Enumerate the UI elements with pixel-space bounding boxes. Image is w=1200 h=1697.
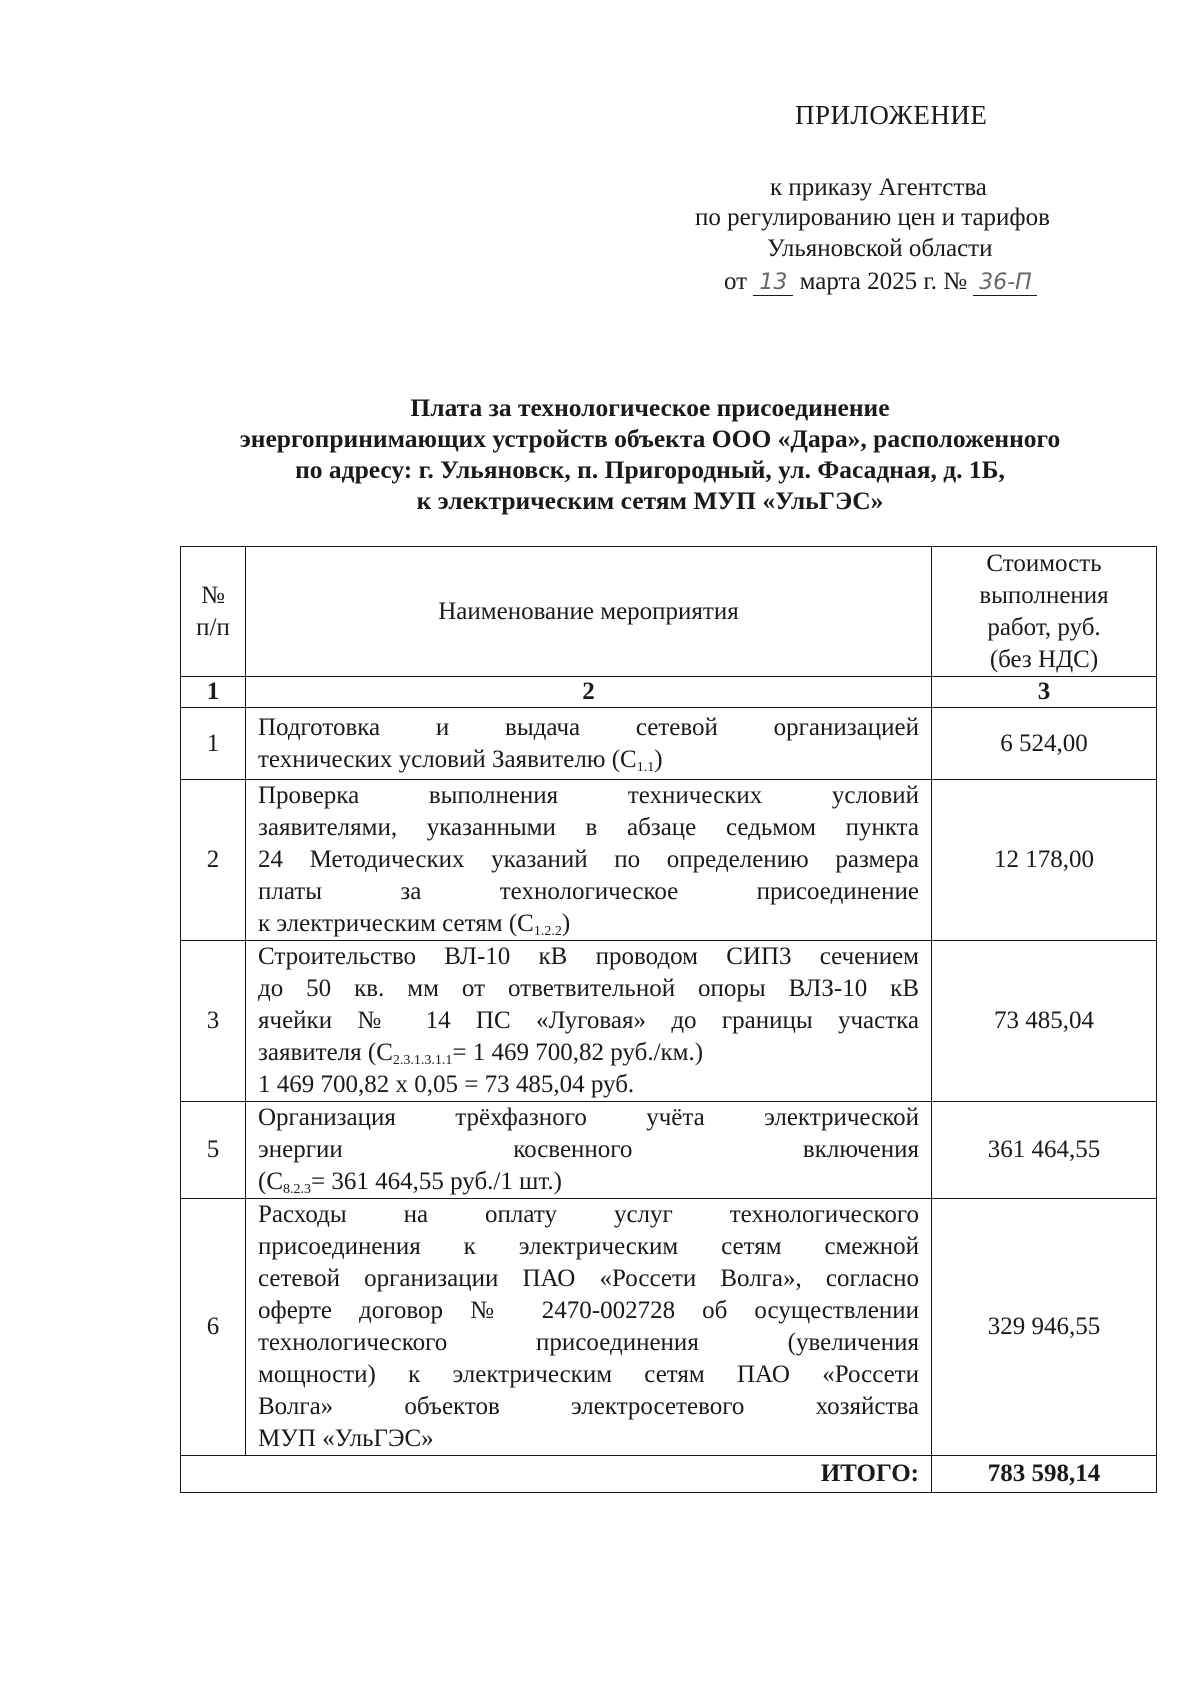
header-cost-line-3: работ, руб. xyxy=(987,613,1101,641)
description-line: заявителями, указанными в абзаце седьмом пункта xyxy=(258,814,919,841)
description-line: Организация трёхфазного учёта электрической xyxy=(258,1104,919,1131)
row-description xyxy=(246,941,932,1102)
row-number: 6 xyxy=(181,1199,246,1456)
description-line: технологического присоединения (увеличения xyxy=(258,1329,919,1356)
header-cost-line-2: выполнения xyxy=(979,581,1109,609)
header-name: Наименование мероприятия xyxy=(246,547,932,677)
total-value: 783 598,14 xyxy=(932,1456,1157,1493)
row-cost: 329 946,55 xyxy=(932,1199,1157,1456)
description-line: энергии косвенного включения xyxy=(258,1136,919,1163)
document-title xyxy=(150,392,1150,516)
row-description xyxy=(246,780,932,941)
description-line: Строительство ВЛ-10 кВ проводом СИП3 сечением xyxy=(258,943,919,970)
description-line: Волга» объектов электросетевого хозяйства xyxy=(258,1393,919,1420)
date-month-year: марта 2025 г. № xyxy=(799,268,968,295)
annex-line-1: к приказу Агентства xyxy=(770,174,987,201)
header-cost-line-4: (без НДС) xyxy=(989,645,1099,673)
annex-line-2: по регулированию цен и тарифов xyxy=(695,204,1050,231)
annex-line-3: Ульяновской области xyxy=(767,235,993,262)
description-line: присоединения к электрическим сетям смежной xyxy=(258,1233,919,1260)
title-line-2: энергопринимающих устройств объекта ООО «Дара», расположенного xyxy=(239,424,1061,453)
header-cost-line-1: Стоимость xyxy=(986,549,1102,577)
date-day-handwritten: 13 xyxy=(753,271,793,296)
title-line-3: по адресу: г. Ульяновск, п. Пригородный, ул. Фасадная, д. 1Б, xyxy=(295,455,1005,484)
annex-title: ПРИЛОЖЕНИЕ xyxy=(795,100,988,130)
row-description xyxy=(246,1199,932,1456)
row-cost: 12 178,00 xyxy=(932,780,1157,941)
date-prefix: от xyxy=(724,268,748,295)
row-cost: 361 464,55 xyxy=(932,1102,1157,1199)
description-line: Подготовка и выдача сетевой организацией xyxy=(258,713,919,741)
description-line: 1 469 700,82 х 0,05 = 73 485,04 руб. xyxy=(258,1071,635,1098)
total-label: ИТОГО: xyxy=(246,1456,932,1493)
header-cost xyxy=(932,547,1157,677)
row-number: 2 xyxy=(181,780,246,941)
column-number-1: 1 xyxy=(181,677,246,708)
table-row xyxy=(181,780,1157,941)
header-num xyxy=(181,547,246,677)
description-line: сетевой организации ПАО «Россети Волга», согласно xyxy=(258,1265,919,1292)
column-number-row xyxy=(181,677,1157,708)
row-description xyxy=(246,708,932,780)
description-line: ($С_{8.2.3}= 361$ 464,55 руб./1 шт.) xyxy=(258,1168,562,1197)
column-number-3: 3 xyxy=(932,677,1157,708)
fees-table xyxy=(180,546,1157,1493)
description-line: Расходы на оплату услуг технологического xyxy=(258,1201,919,1228)
table-row xyxy=(181,1199,1157,1456)
description-line: до 50 кв. мм от ответвительной опоры ВЛЗ-10 кВ xyxy=(258,975,919,1002)
row-number: 5 xyxy=(181,1102,246,1199)
order-number-handwritten: 36-П xyxy=(973,271,1037,296)
row-number: 3 xyxy=(181,941,246,1102)
description-line: платы за технологическое присоединение xyxy=(258,878,919,905)
description-line: заявителя ($С_{2.3.1.3.1.1}= 1$ 469 700,82 руб./км.) xyxy=(258,1039,704,1068)
table-row xyxy=(181,708,1157,780)
table-row xyxy=(181,941,1157,1102)
description-line: ячейки № 14 ПС «Луговая» до границы участка xyxy=(258,1007,919,1034)
header-row xyxy=(181,547,1157,677)
table-row xyxy=(181,1102,1157,1199)
row-description xyxy=(246,1102,932,1199)
description-line: Проверка выполнения технических условий xyxy=(258,782,919,809)
description-line: 24 Методических указаний по определению размера xyxy=(258,846,919,873)
description-line: мощности) к электрическим сетям ПАО «Россети xyxy=(258,1361,919,1388)
description-line: МУП «УльГЭС» xyxy=(258,1425,434,1452)
row-number: 1 xyxy=(181,708,246,780)
title-line-1: Плата за технологическое присоединение xyxy=(410,393,890,422)
header-num-line-1: № xyxy=(201,581,225,609)
annex-date-line xyxy=(724,268,1037,296)
row-cost: 73 485,04 xyxy=(932,941,1157,1102)
column-number-2: 2 xyxy=(246,677,932,708)
header-num-line-2: п/п xyxy=(196,613,230,641)
description-line: к электрическим сетям $(С_{1.2.2})$ xyxy=(258,910,571,939)
description-line: оферте договор № 2470-002728 об осуществлении xyxy=(258,1297,919,1324)
total-spacer xyxy=(181,1456,246,1493)
description-line: технических условий Заявителю $(С_{1.1})$ xyxy=(258,745,663,775)
title-line-4: к электрическим сетям МУП «УльГЭС» xyxy=(416,486,884,515)
total-row xyxy=(181,1456,1157,1493)
row-cost: 6 524,00 xyxy=(932,708,1157,780)
